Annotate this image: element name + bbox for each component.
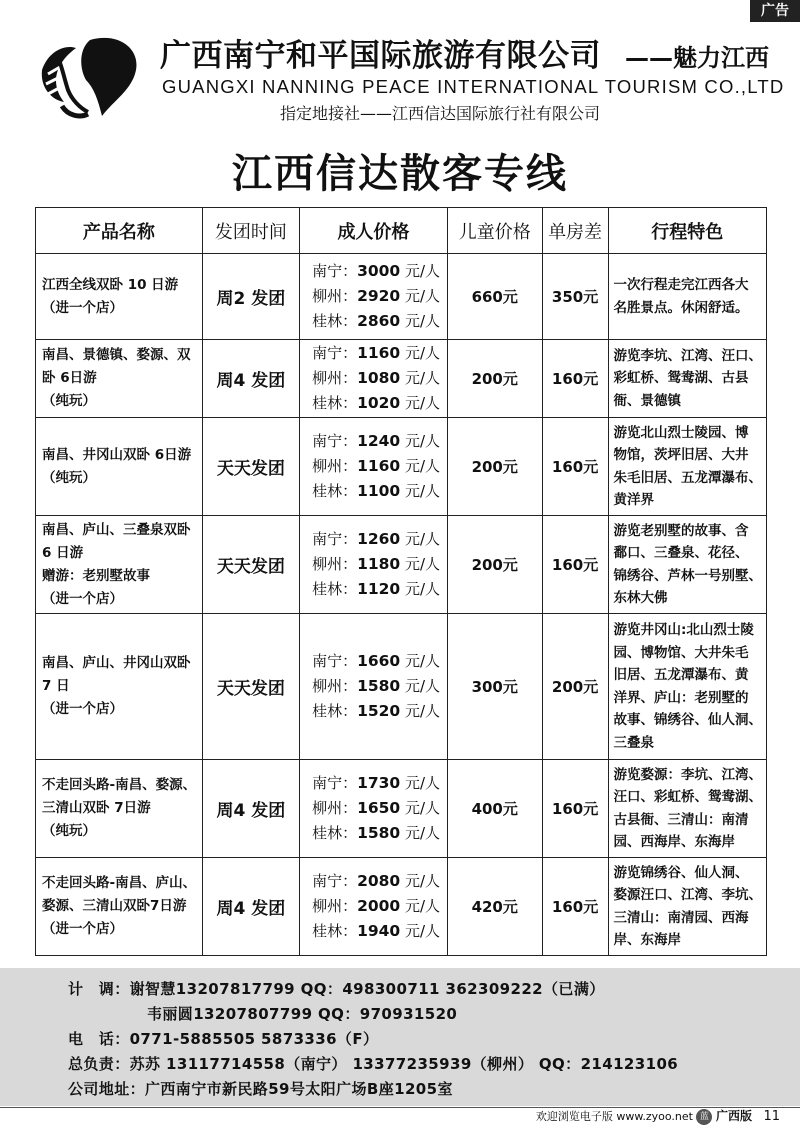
adult-prices bbox=[300, 418, 448, 516]
feature-line: 园、博物馆、大井朱毛 bbox=[613, 644, 749, 661]
price-city: 桂林： bbox=[312, 580, 358, 598]
table-header-row bbox=[36, 208, 767, 254]
price-amount: 1660 bbox=[357, 652, 401, 670]
product-name-line: 赠游：老别墅故事 bbox=[42, 567, 150, 584]
price-unit: 元/人 bbox=[400, 652, 441, 670]
price-amount: 1180 bbox=[357, 555, 401, 573]
single-supplement: 160元 bbox=[542, 760, 608, 858]
price-unit: 元/人 bbox=[400, 344, 441, 362]
product-name bbox=[36, 340, 203, 418]
footer-edition: 广西版 bbox=[715, 1109, 752, 1123]
contact-planner-2: 韦丽圆13207807799 QQ：970931520 bbox=[147, 1005, 458, 1023]
price-city: 柳州： bbox=[312, 369, 358, 387]
itinerary-features bbox=[608, 340, 767, 418]
header-single-supplement: 单房差 bbox=[542, 208, 608, 254]
page-number: 11 bbox=[763, 1109, 780, 1124]
price-amount: 1020 bbox=[357, 394, 401, 412]
product-name-line: 南昌、庐山、三叠泉双卧 bbox=[42, 521, 191, 538]
price-amount: 2080 bbox=[357, 872, 401, 890]
price-city: 柳州： bbox=[312, 799, 358, 817]
product-name-line: 江西全线双卧 10 日游 bbox=[42, 276, 179, 293]
price-city: 南宁： bbox=[312, 262, 358, 280]
feature-line: 游览李坑、江湾、汪口、 bbox=[613, 347, 762, 364]
feature-line: 一次行程走完江西各大 bbox=[613, 277, 749, 293]
feature-line: 三叠泉 bbox=[613, 734, 654, 751]
price-amount: 2000 bbox=[357, 897, 401, 915]
price-city: 柳州： bbox=[312, 677, 358, 695]
product-name-line: 7 日 bbox=[42, 678, 70, 694]
price-city: 柳州： bbox=[312, 897, 358, 915]
itinerary-features bbox=[608, 516, 767, 614]
product-name bbox=[36, 254, 203, 340]
price-line bbox=[312, 259, 447, 284]
product-name-line: 三清山双卧 7日游 bbox=[42, 800, 151, 816]
contact-phone: 电 话：0771-5885505 5873336（F） bbox=[68, 1030, 379, 1048]
price-unit: 元/人 bbox=[400, 677, 441, 695]
product-name-line: 不走回头路-南昌、庐山、 bbox=[42, 875, 197, 891]
departure-schedule: 周2 发团 bbox=[202, 254, 299, 340]
child-price: 200元 bbox=[447, 418, 542, 516]
table-row bbox=[36, 340, 767, 418]
product-name-line: 不走回头路-南昌、婺源、 bbox=[42, 777, 197, 793]
itinerary-features bbox=[608, 418, 767, 516]
price-amount: 1940 bbox=[357, 922, 401, 940]
contact-planner: 计 调：谢智慧13207817799 QQ：498300711 362309222（已满） bbox=[68, 980, 605, 998]
price-city: 南宁： bbox=[312, 530, 358, 548]
feature-line: 东林大佛 bbox=[613, 590, 668, 606]
price-unit: 元/人 bbox=[400, 457, 441, 475]
price-unit: 元/人 bbox=[400, 799, 441, 817]
product-name-line: （纯玩） bbox=[42, 823, 96, 839]
feature-line: 汪口、彩虹桥、鸳鸯湖、 bbox=[613, 789, 762, 805]
price-line bbox=[312, 284, 447, 309]
company-slogan: ——魅力江西 bbox=[625, 44, 769, 72]
feature-line: 游览锦绣谷、仙人洞、 bbox=[613, 864, 749, 881]
page-title: 江西信达散客专线 bbox=[232, 151, 568, 197]
table-row bbox=[36, 254, 767, 340]
price-city: 柳州： bbox=[312, 287, 358, 305]
price-amount: 1080 bbox=[357, 369, 401, 387]
price-line bbox=[312, 771, 447, 796]
contact-manager: 总负责：苏苏 13117714558（南宁） 13377235939（柳州） QQ：214123106 bbox=[68, 1055, 679, 1073]
child-price: 420元 bbox=[447, 858, 542, 956]
price-line bbox=[312, 869, 447, 894]
price-amount: 1520 bbox=[357, 702, 401, 720]
itinerary-features bbox=[608, 614, 767, 760]
adult-prices bbox=[300, 254, 448, 340]
feature-line: 游览井冈山:北山烈士陵 bbox=[613, 622, 754, 638]
feature-line: 衙、景德镇 bbox=[613, 392, 681, 409]
badge-icon: 蓝 bbox=[696, 1109, 712, 1125]
price-unit: 元/人 bbox=[400, 482, 441, 500]
product-name-line: 南昌、景德镇、婺源、双 bbox=[42, 347, 191, 363]
feature-line: 三清山：南清园、西海 bbox=[613, 909, 749, 926]
child-price: 400元 bbox=[447, 760, 542, 858]
price-line bbox=[312, 674, 447, 699]
product-name-line: （进一个店） bbox=[42, 590, 123, 607]
designated-agency: 指定地接社——江西信达国际旅行社有限公司 bbox=[280, 104, 601, 123]
feature-line: 古县衙、三清山：南清 bbox=[613, 811, 749, 828]
feature-line: 名胜景点。休闲舒适。 bbox=[613, 299, 749, 316]
product-name bbox=[36, 858, 203, 956]
adult-prices bbox=[300, 760, 448, 858]
feature-line: 鄱口、三叠泉、花径、 bbox=[613, 545, 749, 561]
price-city: 柳州： bbox=[312, 555, 358, 573]
price-line bbox=[312, 341, 447, 366]
adult-prices bbox=[300, 516, 448, 614]
product-name-line: （进一个店） bbox=[42, 299, 123, 316]
child-price: 660元 bbox=[447, 254, 542, 340]
product-name-line: 6 日游 bbox=[42, 544, 84, 561]
product-name-line: 南昌、井冈山双卧 6日游 bbox=[42, 446, 192, 463]
header-name: 产品名称 bbox=[36, 208, 203, 254]
table-row bbox=[36, 418, 767, 516]
price-amount: 1580 bbox=[357, 824, 401, 842]
price-amount: 3000 bbox=[357, 262, 401, 280]
product-name bbox=[36, 418, 203, 516]
price-line bbox=[312, 391, 447, 416]
single-supplement: 350元 bbox=[542, 254, 608, 340]
footer bbox=[536, 1107, 780, 1126]
header-departure: 发团时间 bbox=[202, 208, 299, 254]
header bbox=[0, 0, 800, 130]
departure-schedule: 周4 发团 bbox=[202, 858, 299, 956]
price-city: 桂林： bbox=[312, 922, 358, 940]
price-amount: 1160 bbox=[357, 457, 401, 475]
price-amount: 1650 bbox=[357, 799, 401, 817]
feature-line: 婺源汪口、江湾、李坑、 bbox=[613, 887, 762, 903]
price-city: 桂林： bbox=[312, 824, 358, 842]
single-supplement: 160元 bbox=[542, 516, 608, 614]
price-amount: 1160 bbox=[357, 344, 401, 362]
feature-line: 洋界、庐山：老别墅的 bbox=[613, 689, 749, 706]
table-row bbox=[36, 760, 767, 858]
price-city: 南宁： bbox=[312, 344, 358, 362]
child-price: 200元 bbox=[447, 340, 542, 418]
departure-schedule: 天天发团 bbox=[202, 516, 299, 614]
price-unit: 元/人 bbox=[400, 897, 441, 915]
price-line bbox=[312, 821, 447, 846]
feature-line: 锦绣谷、芦林一号别墅、 bbox=[613, 567, 762, 584]
price-amount: 2860 bbox=[357, 312, 401, 330]
price-line bbox=[312, 894, 447, 919]
product-name-line: （纯玩） bbox=[42, 393, 96, 409]
feature-line: 游览老别墅的故事、含 bbox=[613, 522, 749, 539]
price-city: 南宁： bbox=[312, 432, 358, 450]
price-line bbox=[312, 309, 447, 334]
feature-line: 旧居、五龙潭瀑布、黄 bbox=[613, 667, 749, 683]
feature-line: 故事、锦绣谷、仙人洞、 bbox=[613, 712, 762, 728]
price-unit: 元/人 bbox=[400, 287, 441, 305]
feature-line: 物馆，茨坪旧居、大井 bbox=[613, 447, 749, 463]
header-child-price: 儿童价格 bbox=[447, 208, 542, 254]
price-city: 南宁： bbox=[312, 774, 358, 792]
price-unit: 元/人 bbox=[400, 872, 441, 890]
product-name-line: 婺源、三清山双卧7日游 bbox=[42, 898, 187, 914]
price-amount: 1120 bbox=[357, 580, 401, 598]
product-name-line: （进一个店） bbox=[42, 701, 123, 717]
price-city: 桂林： bbox=[312, 702, 358, 720]
product-name bbox=[36, 516, 203, 614]
footer-site: 欢迎浏览电子版 www.zyoo.net bbox=[535, 1110, 693, 1123]
price-city: 桂林： bbox=[312, 312, 358, 330]
price-amount: 1730 bbox=[357, 774, 401, 792]
price-city: 南宁： bbox=[312, 652, 358, 670]
price-line bbox=[312, 527, 447, 552]
departure-schedule: 周4 发团 bbox=[202, 340, 299, 418]
price-unit: 元/人 bbox=[400, 774, 441, 792]
price-line bbox=[312, 479, 447, 504]
price-unit: 元/人 bbox=[400, 432, 441, 450]
child-price: 200元 bbox=[447, 516, 542, 614]
price-city: 桂林： bbox=[312, 482, 358, 500]
price-amount: 1240 bbox=[357, 432, 401, 450]
departure-schedule: 周4 发团 bbox=[202, 760, 299, 858]
departure-schedule: 天天发团 bbox=[202, 418, 299, 516]
product-table bbox=[35, 207, 767, 956]
company-logo-icon bbox=[28, 30, 144, 120]
price-line bbox=[312, 366, 447, 391]
price-city: 桂林： bbox=[312, 394, 358, 412]
header-features: 行程特色 bbox=[608, 208, 767, 254]
table-row bbox=[36, 614, 767, 760]
price-unit: 元/人 bbox=[400, 312, 441, 330]
single-supplement: 160元 bbox=[542, 340, 608, 418]
company-name-en: GUANGXI NANNING PEACE INTERNATIONAL TOURISM CO.,LTD bbox=[162, 76, 785, 97]
itinerary-features bbox=[608, 254, 767, 340]
price-unit: 元/人 bbox=[400, 530, 441, 548]
departure-schedule: 天天发团 bbox=[202, 614, 299, 760]
contact-panel bbox=[0, 968, 800, 1106]
feature-line: 园、西海岸、东海岸 bbox=[613, 834, 735, 850]
table-row bbox=[36, 516, 767, 614]
price-amount: 1580 bbox=[357, 677, 401, 695]
feature-line: 游览婺源：李坑、江湾、 bbox=[613, 766, 762, 783]
ad-tag: 广告 bbox=[750, 0, 800, 22]
adult-prices bbox=[300, 614, 448, 760]
single-supplement: 200元 bbox=[542, 614, 608, 760]
product-name-line: （进一个店） bbox=[42, 921, 123, 937]
feature-line: 岸、东海岸 bbox=[613, 932, 681, 948]
price-line bbox=[312, 796, 447, 821]
adult-prices bbox=[300, 858, 448, 956]
price-unit: 元/人 bbox=[400, 369, 441, 387]
price-amount: 1100 bbox=[357, 482, 401, 500]
price-line bbox=[312, 454, 447, 479]
price-unit: 元/人 bbox=[400, 394, 441, 412]
price-line bbox=[312, 577, 447, 602]
itinerary-features bbox=[608, 858, 767, 956]
price-unit: 元/人 bbox=[400, 555, 441, 573]
price-unit: 元/人 bbox=[400, 702, 441, 720]
itinerary-features bbox=[608, 760, 767, 858]
price-amount: 1260 bbox=[357, 530, 401, 548]
company-name-cn: 广西南宁和平国际旅游有限公司 bbox=[160, 38, 601, 74]
table-row bbox=[36, 858, 767, 956]
price-line bbox=[312, 552, 447, 577]
product-name-line: 南昌、庐山、井冈山双卧 bbox=[42, 655, 191, 671]
price-unit: 元/人 bbox=[400, 262, 441, 280]
price-unit: 元/人 bbox=[400, 824, 441, 842]
price-city: 南宁： bbox=[312, 872, 358, 890]
company-address: 公司地址：广西南宁市新民路59号太阳广场B座1205室 bbox=[68, 1080, 453, 1098]
feature-line: 朱毛旧居、五龙潭瀑布、 bbox=[613, 469, 762, 486]
price-line bbox=[312, 649, 447, 674]
price-city: 柳州： bbox=[312, 457, 358, 475]
product-name-line: 卧 6日游 bbox=[42, 370, 97, 386]
price-amount: 2920 bbox=[357, 287, 401, 305]
product-name bbox=[36, 760, 203, 858]
feature-line: 游览北山烈士陵园、博 bbox=[613, 424, 749, 441]
price-unit: 元/人 bbox=[400, 922, 441, 940]
header-adult-price: 成人价格 bbox=[300, 208, 448, 254]
single-supplement: 160元 bbox=[542, 418, 608, 516]
price-line bbox=[312, 429, 447, 454]
price-unit: 元/人 bbox=[400, 580, 441, 598]
child-price: 300元 bbox=[447, 614, 542, 760]
single-supplement: 160元 bbox=[542, 858, 608, 956]
feature-line: 黄洋界 bbox=[613, 492, 654, 508]
price-line bbox=[312, 699, 447, 724]
price-line bbox=[312, 919, 447, 944]
adult-prices bbox=[300, 340, 448, 418]
feature-line: 彩虹桥、鸳鸯湖、古县 bbox=[613, 370, 749, 387]
product-name-line: （纯玩） bbox=[42, 469, 96, 486]
product-name bbox=[36, 614, 203, 760]
